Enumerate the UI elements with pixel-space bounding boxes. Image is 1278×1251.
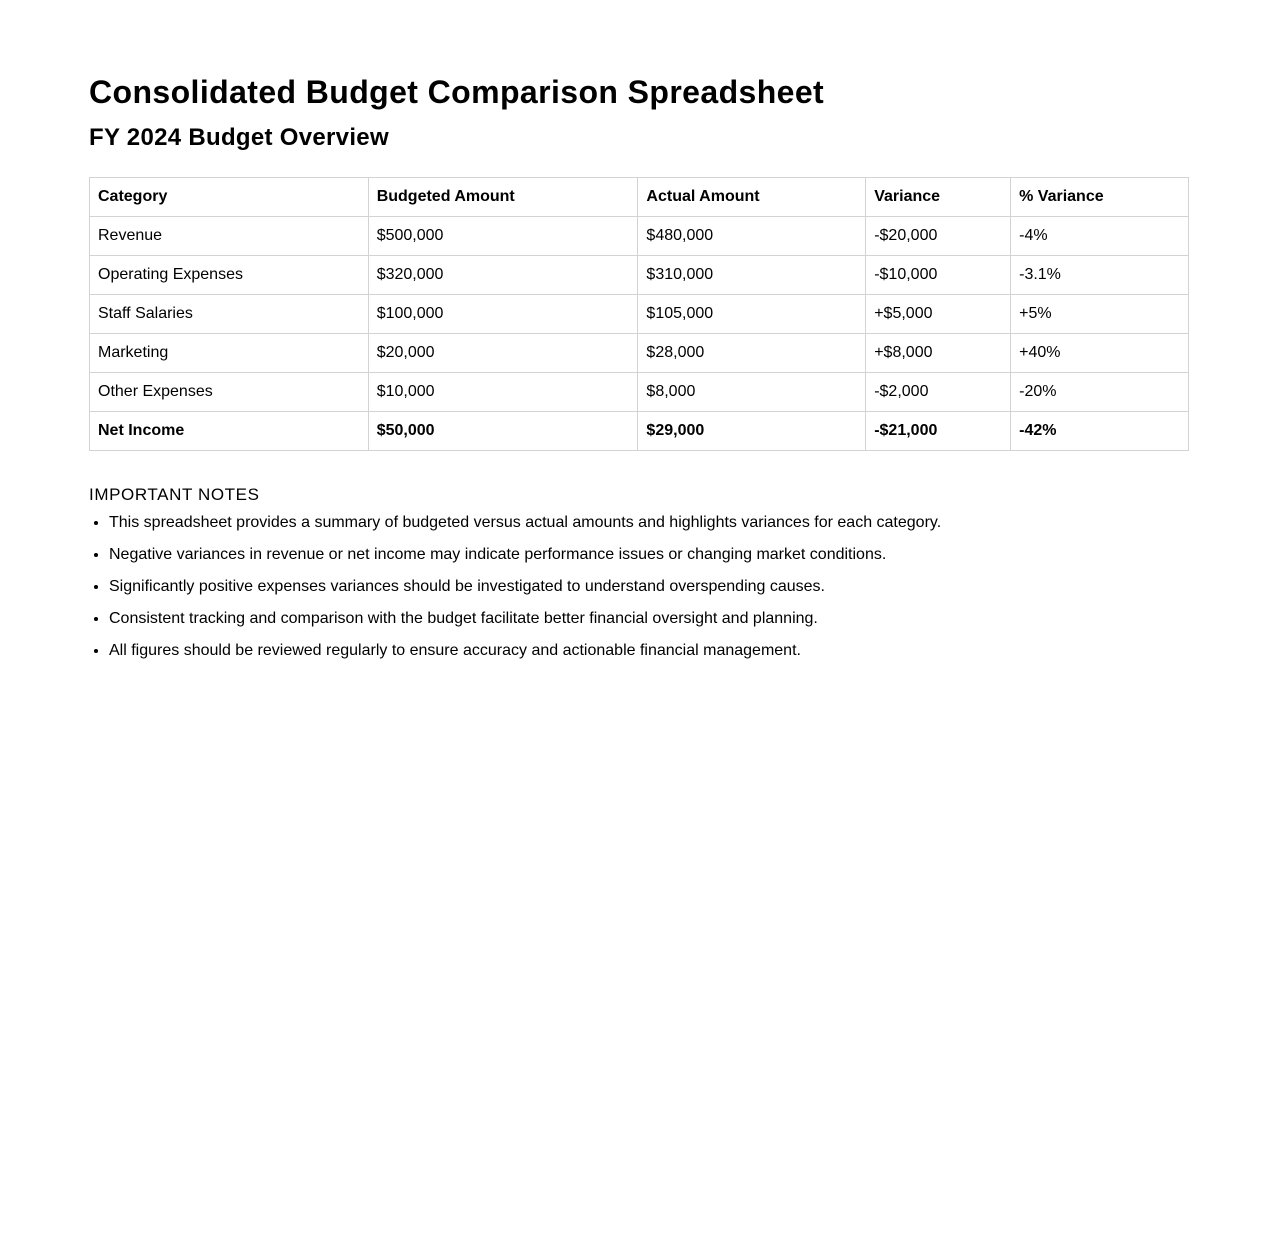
total-percent-variance: -42% bbox=[1011, 412, 1189, 451]
note-item: • Negative variances in revenue or net income may indicate performance issues or changing market conditions. bbox=[109, 545, 1189, 565]
header-category: Category bbox=[90, 178, 369, 217]
total-budgeted: $50,000 bbox=[368, 412, 638, 451]
table-header-row bbox=[90, 178, 1189, 217]
cell-actual: $28,000 bbox=[638, 334, 866, 373]
page-subtitle: FY 2024 Budget Overview bbox=[89, 124, 389, 151]
header-variance: Variance bbox=[866, 178, 1011, 217]
cell-variance: +$5,000 bbox=[866, 295, 1011, 334]
budget-table bbox=[89, 177, 1189, 451]
notes-heading: IMPORTANT NOTES bbox=[89, 485, 260, 504]
cell-percent-variance: -4% bbox=[1011, 217, 1189, 256]
total-actual: $29,000 bbox=[638, 412, 866, 451]
header-percent-variance: % Variance bbox=[1011, 178, 1189, 217]
table-row bbox=[90, 295, 1189, 334]
notes-list bbox=[89, 513, 1189, 661]
cell-actual: $310,000 bbox=[638, 256, 866, 295]
cell-budgeted: $320,000 bbox=[368, 256, 638, 295]
cell-budgeted: $500,000 bbox=[368, 217, 638, 256]
cell-category: Marketing bbox=[90, 334, 369, 373]
cell-variance: -$2,000 bbox=[866, 373, 1011, 412]
cell-actual: $480,000 bbox=[638, 217, 866, 256]
cell-budgeted: $20,000 bbox=[368, 334, 638, 373]
cell-category: Revenue bbox=[90, 217, 369, 256]
table-row bbox=[90, 334, 1189, 373]
cell-category: Staff Salaries bbox=[90, 295, 369, 334]
cell-category: Other Expenses bbox=[90, 373, 369, 412]
cell-percent-variance: -3.1% bbox=[1011, 256, 1189, 295]
note-item: • All figures should be reviewed regularly to ensure accuracy and actionable financial management. bbox=[109, 641, 1189, 661]
cell-budgeted: $10,000 bbox=[368, 373, 638, 412]
table-row bbox=[90, 373, 1189, 412]
cell-variance: -$10,000 bbox=[866, 256, 1011, 295]
cell-budgeted: $100,000 bbox=[368, 295, 638, 334]
total-variance: -$21,000 bbox=[866, 412, 1011, 451]
note-item: • This spreadsheet provides a summary of budgeted versus actual amounts and highlights variances for each category. bbox=[109, 513, 1189, 533]
cell-variance: +$8,000 bbox=[866, 334, 1011, 373]
cell-category: Operating Expenses bbox=[90, 256, 369, 295]
cell-actual: $105,000 bbox=[638, 295, 866, 334]
cell-percent-variance: +5% bbox=[1011, 295, 1189, 334]
table-total-row bbox=[90, 412, 1189, 451]
total-category: Net Income bbox=[90, 412, 369, 451]
cell-actual: $8,000 bbox=[638, 373, 866, 412]
page-title: Consolidated Budget Comparison Spreadsheet bbox=[89, 74, 825, 110]
table-row bbox=[90, 256, 1189, 295]
note-item: • Consistent tracking and comparison with the budget facilitate better financial oversight and planning. bbox=[109, 609, 1189, 629]
header-actual-amount: Actual Amount bbox=[638, 178, 866, 217]
note-item: • Significantly positive expenses variances should be investigated to understand overspending causes. bbox=[109, 577, 1189, 597]
cell-variance: -$20,000 bbox=[866, 217, 1011, 256]
cell-percent-variance: -20% bbox=[1011, 373, 1189, 412]
table-row bbox=[90, 217, 1189, 256]
header-budgeted-amount: Budgeted Amount bbox=[368, 178, 638, 217]
cell-percent-variance: +40% bbox=[1011, 334, 1189, 373]
